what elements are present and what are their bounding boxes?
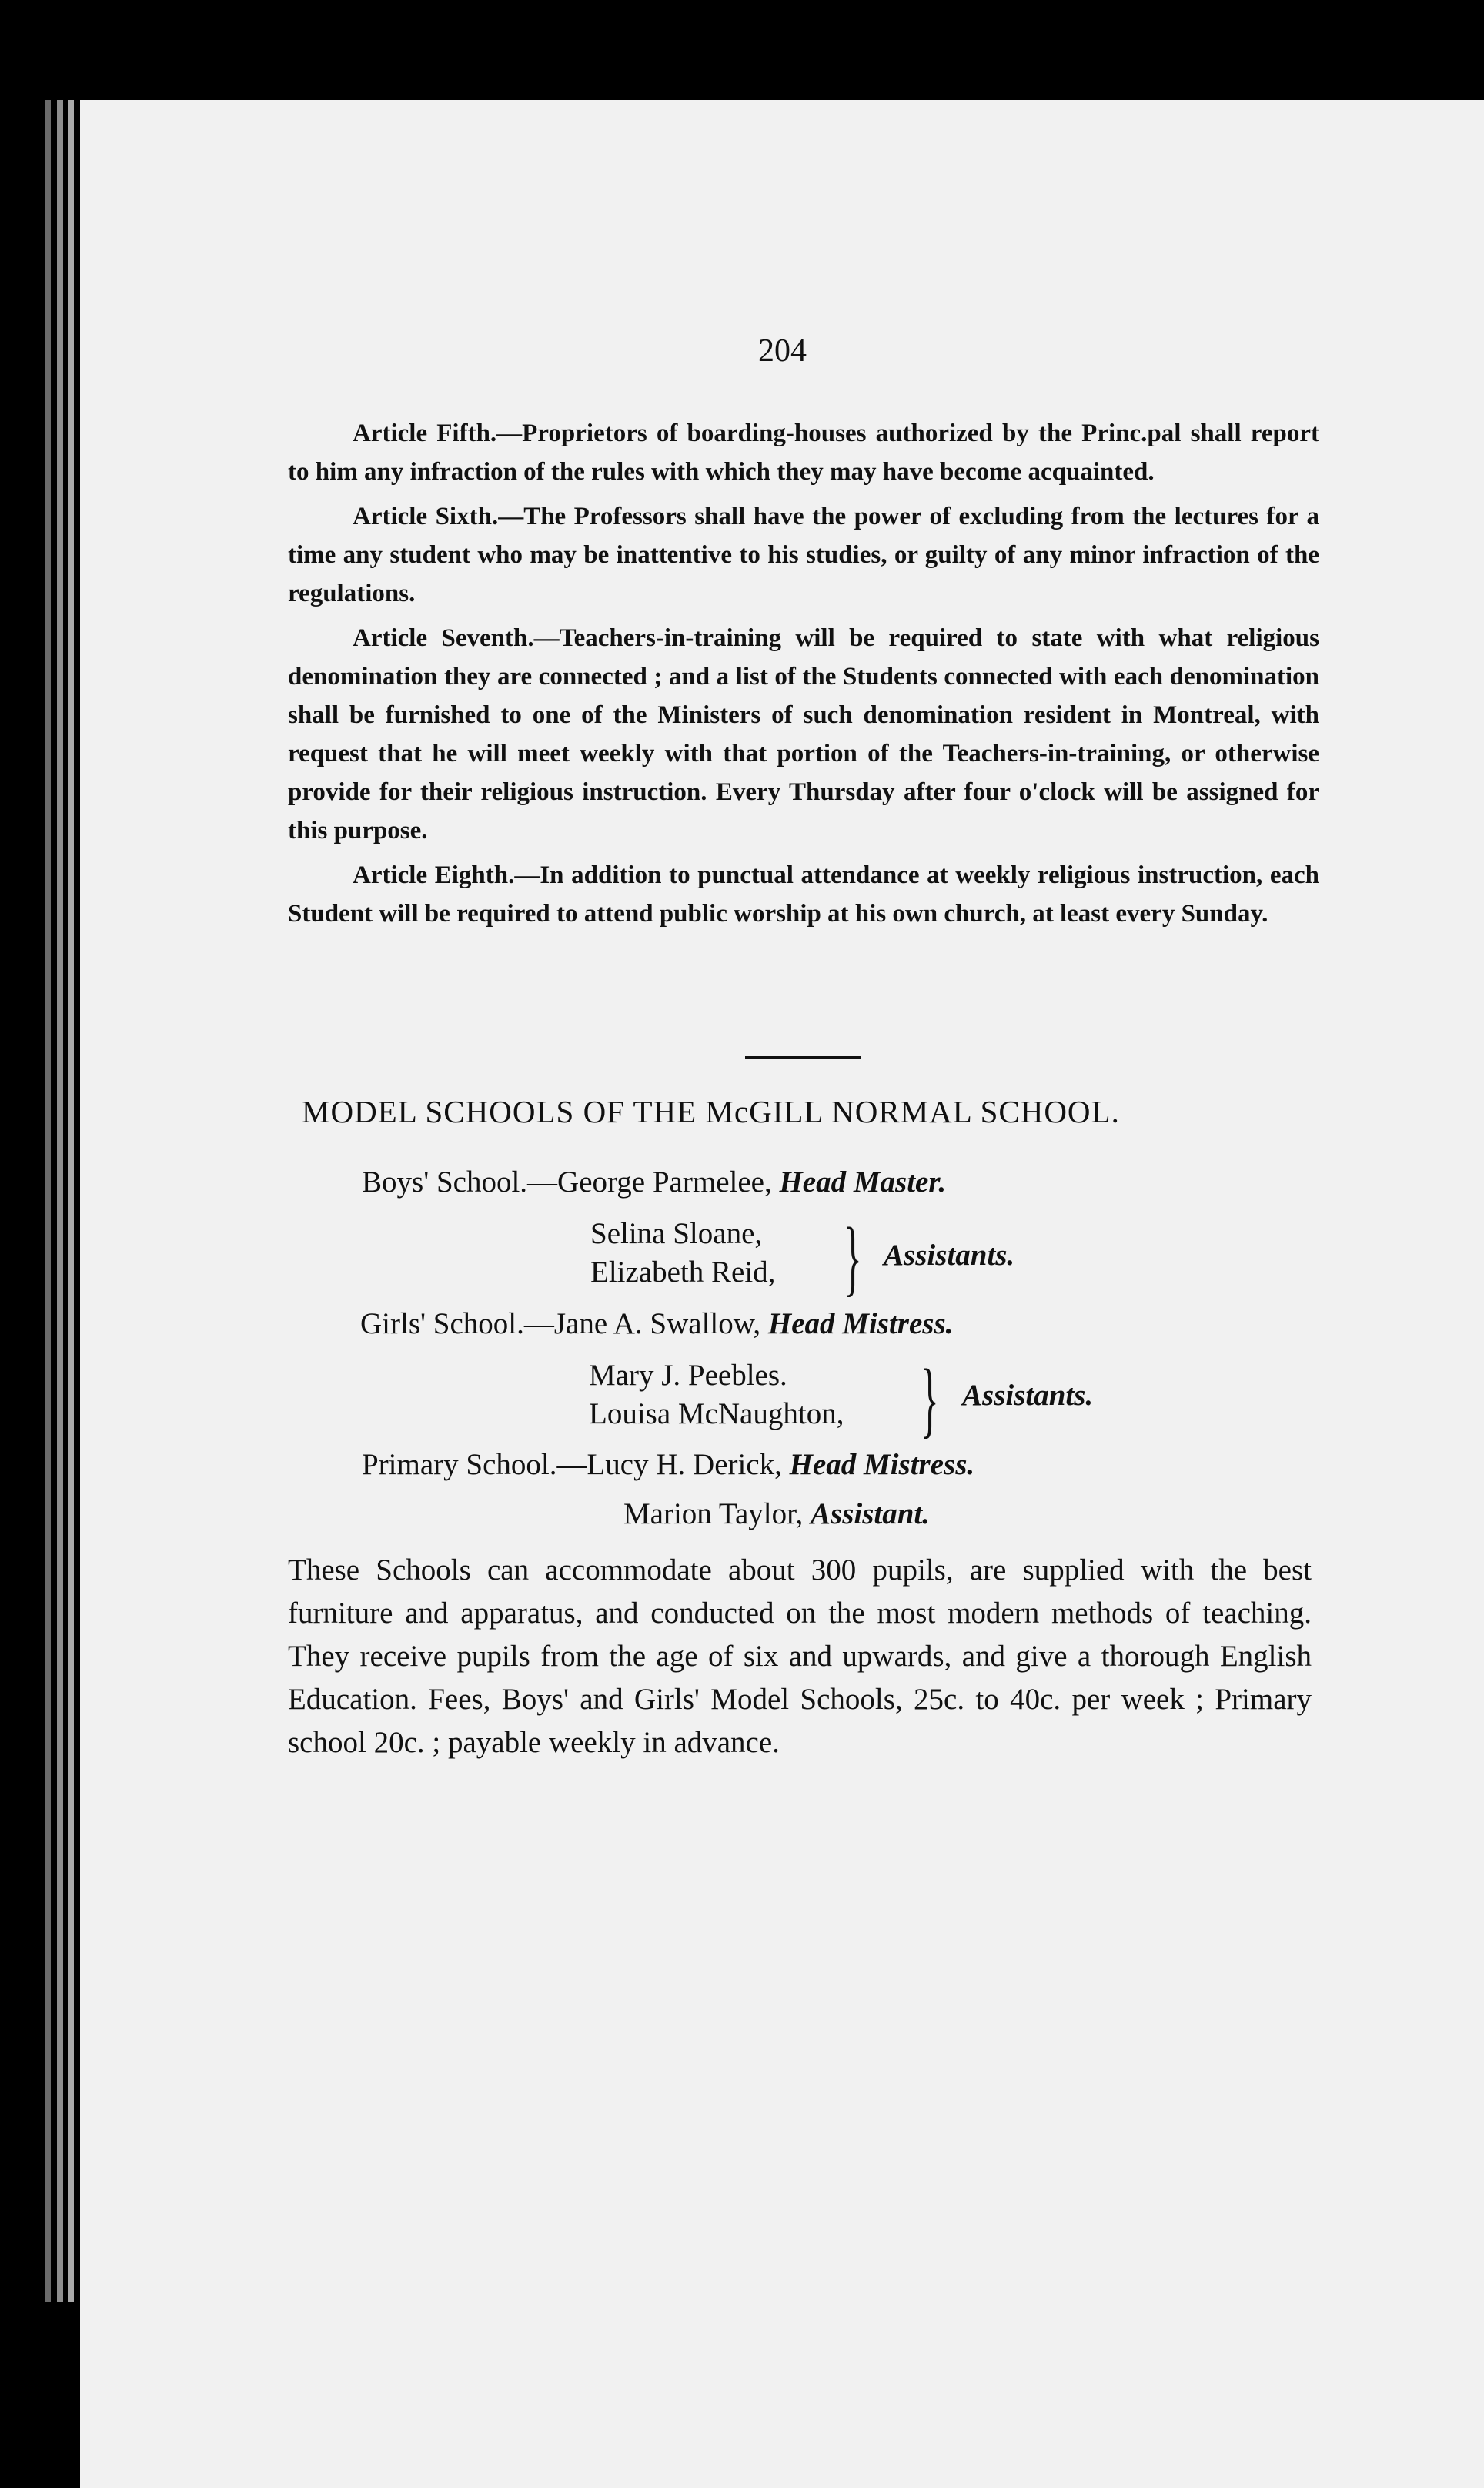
girls-assistant-1: Mary J. Peebles. bbox=[589, 1359, 787, 1392]
boys-assistant-1: Selina Sloane, bbox=[590, 1217, 763, 1250]
page-edge bbox=[57, 100, 63, 2302]
girls-assistants-label: Assistants. bbox=[962, 1379, 1094, 1412]
article-seventh: Article Seventh.—Teachers-in-training will be required to state with what religious denomination they are connected ; and a list of the Students connected with each denomination shall be furnished to one of the Ministers of such denomination resident in Montreal, with request that he will meet weekly with that portion of the Teachers-in-training, or otherwise provide for their religious instruction. Every Thursday after four o'clock will be assigned for this purpose. bbox=[288, 624, 1319, 844]
page-edge bbox=[45, 100, 51, 2302]
boys-assistants-label: Assistants. bbox=[884, 1239, 1015, 1272]
article-eighth: Article Eighth.—In addition to punctual attendance at weekly religious instruction, each Student will be required to attend public worship at his own church, at least every Sunday. bbox=[288, 861, 1319, 928]
primary-assistant-role: Assistant. bbox=[811, 1497, 931, 1530]
page-number: 204 bbox=[758, 333, 807, 369]
article-fifth: Article Fifth.—Proprietors of boarding-houses authorized by the Princ.pal shall report to him any infraction of the rules with which they may have become acquainted. bbox=[288, 420, 1319, 486]
primary-school-role: Head Mistress. bbox=[789, 1448, 975, 1481]
boys-school-label: Boys' School.—George Parmelee, bbox=[362, 1165, 772, 1199]
primary-assistant-line bbox=[623, 1496, 930, 1531]
page-edge bbox=[68, 100, 74, 2302]
section-heading: MODEL SCHOOLS OF THE McGILL NORMAL SCHOOL. bbox=[302, 1094, 1120, 1129]
article-sixth: Article Sixth.—The Professors shall have the power of excluding from the lectures for a time any student who may be inattentive to his studies, or guilty of any minor infraction of the regulations. bbox=[288, 503, 1319, 607]
brace-icon: } bbox=[921, 1352, 939, 1446]
primary-school-line bbox=[362, 1447, 974, 1482]
closing-paragraph: These Schools can accommodate about 300 pupils, are supplied with the best furniture and apparatus, and conducted on the most modern methods of teaching. They receive pupils from the age of six and upwards, and give a thorough English Education. Fees, Boys' and Girls' Model Schools, 25c. to 40c. per week ; Primary school 20c. ; payable weekly in advance. bbox=[288, 1553, 1312, 1759]
brace-icon: } bbox=[844, 1210, 862, 1304]
girls-school-line bbox=[360, 1306, 953, 1341]
girls-school-label: Girls' School.—Jane A. Swallow, bbox=[360, 1307, 761, 1340]
girls-assistant-2: Louisa McNaughton, bbox=[589, 1397, 844, 1430]
boys-school-line bbox=[362, 1165, 946, 1199]
boys-school-role: Head Master. bbox=[779, 1165, 947, 1199]
section-divider bbox=[745, 1056, 861, 1059]
primary-school-label: Primary School.—Lucy H. Derick, bbox=[362, 1448, 782, 1481]
primary-assistant-name: Marion Taylor, bbox=[623, 1497, 804, 1530]
regulations-articles bbox=[288, 414, 1319, 939]
girls-school-role: Head Mistress. bbox=[767, 1307, 954, 1340]
boys-assistant-2: Elizabeth Reid, bbox=[590, 1256, 776, 1289]
